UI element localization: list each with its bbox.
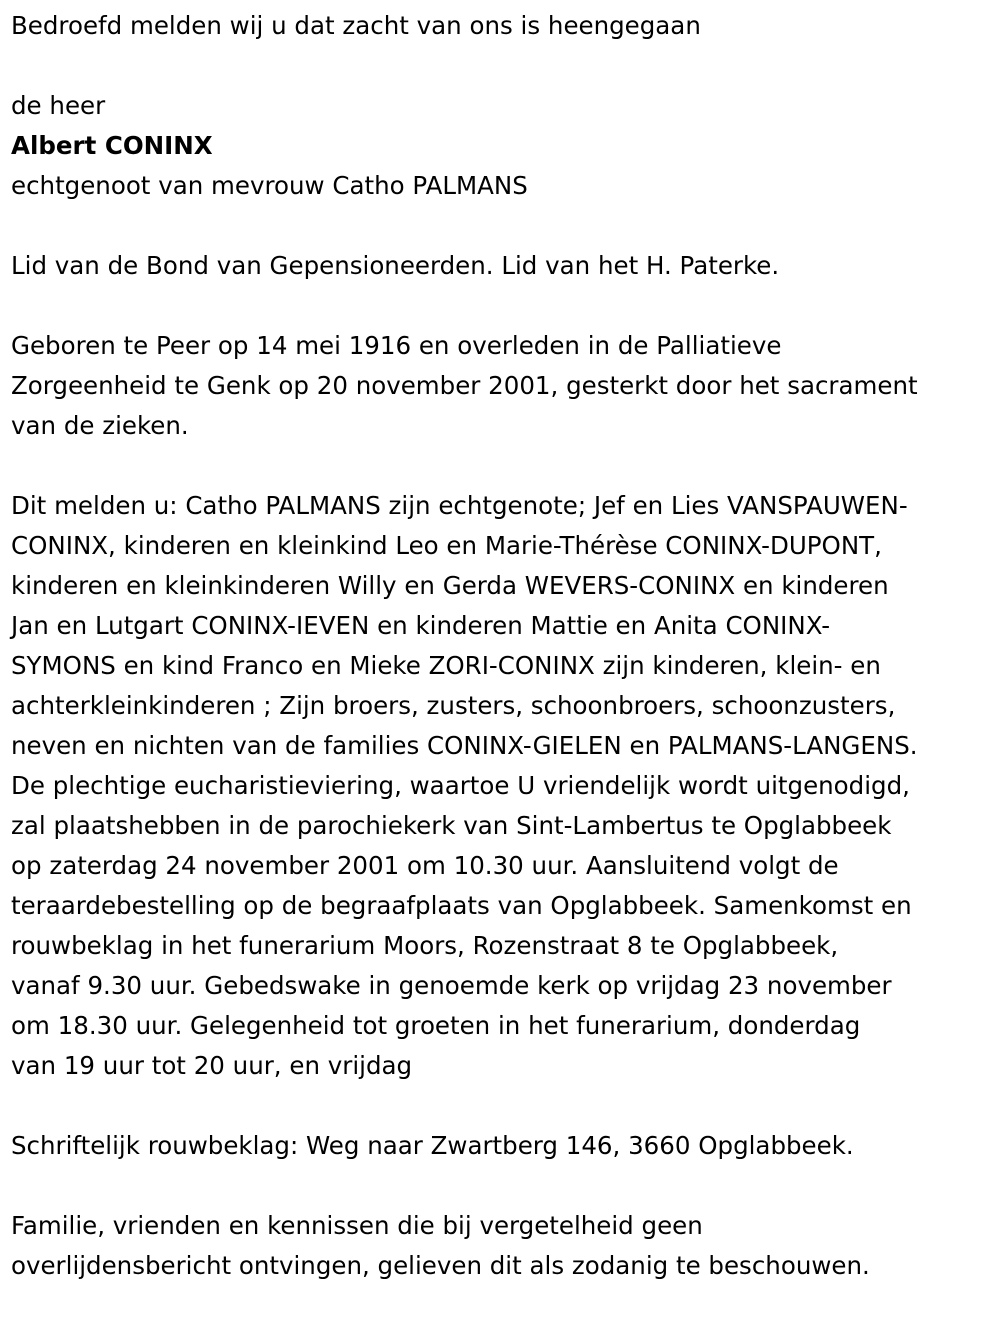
intro-line: Bedroefd melden wij u dat zacht van ons is heengegaan bbox=[11, 11, 701, 40]
deceased-name-text: Albert CONINX bbox=[11, 131, 213, 160]
paragraph-line: vanaf 9.30 uur. Gebedswake in genoemde kerk op vrijdag 23 november bbox=[11, 971, 892, 1000]
spouse-text bbox=[11, 166, 995, 206]
spacer bbox=[11, 206, 995, 246]
condolence-address-line: Schriftelijk rouwbeklag: Weg naar Zwartberg 146, 3660 Opglabbeek. bbox=[11, 1131, 854, 1160]
spacer bbox=[11, 46, 995, 86]
birth-death-paragraph bbox=[11, 326, 995, 446]
family-service-paragraph bbox=[11, 486, 995, 1086]
closing-paragraph bbox=[11, 1206, 995, 1286]
spacer bbox=[11, 286, 995, 326]
paragraph-line: Geboren te Peer op 14 mei 1916 en overleden in de Palliatieve bbox=[11, 331, 782, 360]
paragraph-line: van 19 uur tot 20 uur, en vrijdag bbox=[11, 1051, 413, 1080]
paragraph-line: SYMONS en kind Franco en Mieke ZORI-CONINX zijn kinderen, klein- en bbox=[11, 651, 881, 680]
paragraph-line: om 18.30 uur. Gelegenheid tot groeten in het funerarium, donderdag bbox=[11, 1011, 861, 1040]
obituary-document bbox=[11, 6, 995, 1286]
spouse-line: echtgenoot van mevrouw Catho PALMANS bbox=[11, 171, 528, 200]
paragraph-line: kinderen en kleinkinderen Willy en Gerda WEVERS-CONINX en kinderen bbox=[11, 571, 889, 600]
paragraph-line: rouwbeklag in het funerarium Moors, Rozenstraat 8 te Opglabbeek, bbox=[11, 931, 839, 960]
paragraph-line: Dit melden u: Catho PALMANS zijn echtgenote; Jef en Lies VANSPAUWEN- bbox=[11, 491, 908, 520]
paragraph-line: Familie, vrienden en kennissen die bij vergetelheid geen bbox=[11, 1211, 703, 1240]
paragraph-line: De plechtige eucharistieviering, waartoe U vriendelijk wordt uitgenodigd, bbox=[11, 771, 910, 800]
paragraph-line: CONINX, kinderen en kleinkind Leo en Marie-Thérèse CONINX-DUPONT, bbox=[11, 531, 882, 560]
spacer bbox=[11, 446, 995, 486]
paragraph-line: Jan en Lutgart CONINX-IEVEN en kinderen Mattie en Anita CONINX- bbox=[11, 611, 831, 640]
intro-text bbox=[11, 6, 995, 46]
spacer bbox=[11, 1086, 995, 1126]
paragraph-line: van de zieken. bbox=[11, 411, 189, 440]
deceased-name bbox=[11, 126, 995, 166]
paragraph-line: zal plaatshebben in de parochiekerk van Sint-Lambertus te Opglabbeek bbox=[11, 811, 892, 840]
paragraph-line: teraardebestelling op de begraafplaats van Opglabbeek. Samenkomst en bbox=[11, 891, 912, 920]
condolence-address-text bbox=[11, 1126, 995, 1166]
paragraph-line: overlijdensbericht ontvingen, gelieven dit als zodanig te beschouwen. bbox=[11, 1251, 870, 1280]
paragraph-line: Zorgeenheid te Genk op 20 november 2001, gesterkt door het sacrament bbox=[11, 371, 918, 400]
membership-line: Lid van de Bond van Gepensioneerden. Lid van het H. Paterke. bbox=[11, 251, 780, 280]
paragraph-line: neven en nichten van de families CONINX-GIELEN en PALMANS-LANGENS. bbox=[11, 731, 918, 760]
title-text bbox=[11, 86, 995, 126]
paragraph-line: achterkleinkinderen ; Zijn broers, zusters, schoonbroers, schoonzusters, bbox=[11, 691, 896, 720]
spacer bbox=[11, 1166, 995, 1206]
paragraph-line: op zaterdag 24 november 2001 om 10.30 uur. Aansluitend volgt de bbox=[11, 851, 839, 880]
honorific: de heer bbox=[11, 91, 106, 120]
membership-text bbox=[11, 246, 995, 286]
